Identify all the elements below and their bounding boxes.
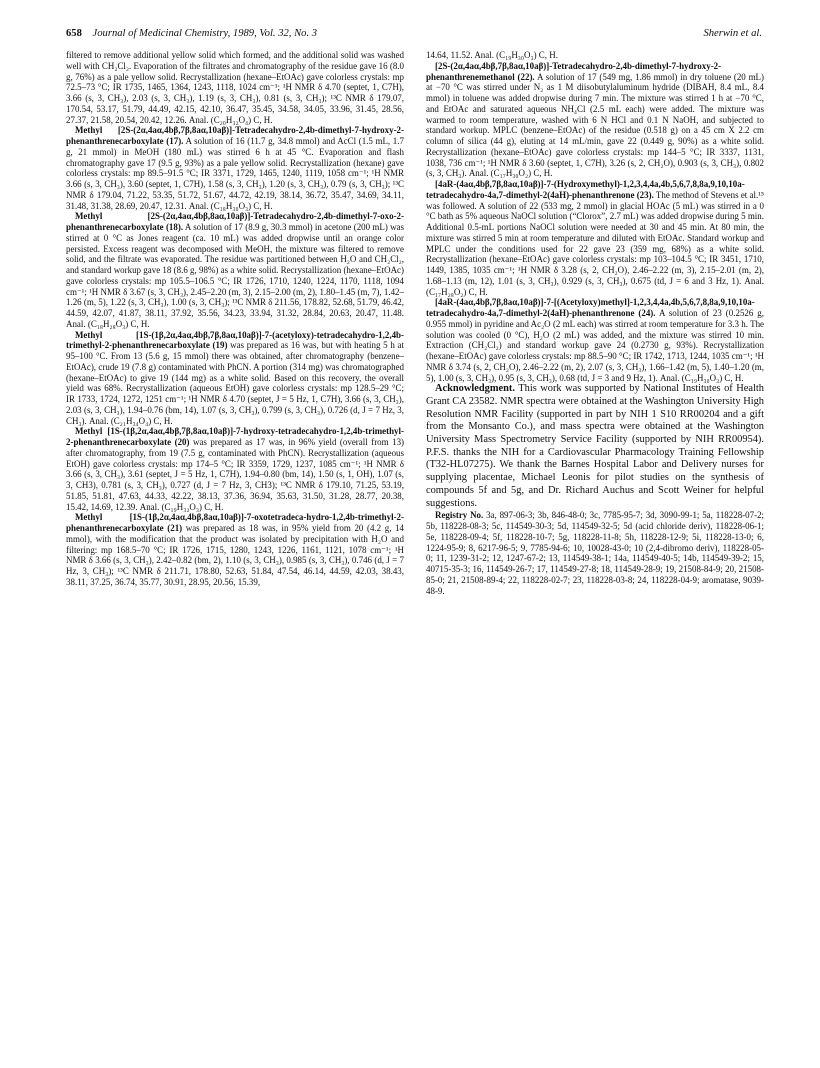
- paragraph-text: filtered to remove additional yellow solid which formed, and the additional solid was washed well with CH₂Cl₂. Evaporation of the filtrates and chromatography of the residue gave 16 (8.0 g, 76%) as a pale yellow solid. Recrystallization (hexane–EtOAc) gave colorless crystals: mp 72.5–73 °C; IR 1735, 1465, 1364, 1243, 1118, 1024 cm⁻¹; ¹H NMR δ 4.70 (septet, 1, C7H), 3.66 (s, 3, CH₃), 2.03 (s, 3, CH₃), 1.19 (s, 3, CH₃), 0.81 (s, 3, CH₃); ¹³C NMR δ 179.07, 170.54, 53.17, 51.79, 44.49, 42.15, 42.10, 36.47, 35.45, 34.58, 34.05, 33.96, 31.45, 28.56, 27.37, 21.58, 20.54, 20.42, 12.26. Anal. (C₂₀H₃₂O₄) C, H.: [66, 50, 404, 125]
- compound-text: was prepared as 17 was, in 96% yield (overall from 13) after chromatography, from 19 (7.5 g, contaminated with PhCN). Recrystallization (aqueous EtOH) gave colorless crystals: mp 174–5 °C; IR 3359, 1729, 1237, 1085 cm⁻¹; ¹H NMR δ 3.66 (s, 3, CH₃), 3.61 (septet, J = 5 Hz, 1, C7H), 1.94–0.80 (bm, 14), 1.50 (s, 1, OH), 1.07 (s, 3, CH3), 0.781 (s, 3, CH₃), 0.727 (d, J = 7 Hz, 3, CH3); ¹³C NMR δ 179.10, 71.25, 53.19, 51.85, 51.81, 47.63, 44.33, 42.22, 38.13, 37.36, 36.94, 35.63, 31.50, 31.28, 28.77, 20.38, 15.42, 14.69, 12.39. Anal. (C₁₉H₃₂O₃) C, H.: [66, 437, 405, 512]
- compound-heading: Methyl [1S-(1β,2α,4aα,4bβ,8aα,10aβ)]-7-oxotetradeca-hydro-1,2,4b-trimethyl-2-phenanthrenecarboxylate (21): [66, 512, 404, 533]
- registry-heading: Registry No.: [435, 510, 484, 521]
- compound-18-entry: [66, 211, 404, 329]
- compound-heading: Methyl [2S-(2α,4aα,4bβ,8aα,10aβ)]-Tetradecahydro-2,4b-dimethyl-7-oxo-2-phenanthrenecarboxylate (18).: [66, 211, 404, 232]
- acknowledgment-section: [426, 383, 764, 510]
- running-authors: Sherwin et al.: [703, 28, 762, 39]
- compound-22-entry: [426, 61, 764, 179]
- compound-text: A solution of 23 (0.2526 g, 0.955 mmol) in pyridine and Ac₂O (2 mL each) was stirred at room temperature for 3.3 h. The solution was cooled (0 °C), H₂O (2 mL) was added, and the mixture was stirred 10 min. Extraction (CH₂Cl₂) and standard workup gave 24 (0.2730 g, 93%). Recrystallization (hexane–EtOAc) gave colorless crystals: mp 88.5–90 °C; IR 1742, 1713, 1244, 1035 cm⁻¹; ¹H NMR δ 3.74 (s, 2, CH₂O), 2.46–2.22 (m, 2), 2.07 (s, 3, CH₃), 1.66–1.42 (m, 5), 1.40–1.20 (m, 5), 1.00 (s, 3, CH₃), 0.95 (s, 3, CH₃), 0.68 (td, J = 3 and 9 Hz, 1). Anal. (C₁₉H₃₀O₃) C, H.: [426, 308, 764, 383]
- compound-21-entry: [66, 512, 404, 587]
- compound-text: was prepared as 18 was, in 95% yield from 20 (4.2 g, 14 mmol), with the modification that the product was isolated by precipitation with H₂O and filtering: mp 168.5–70 °C; IR 1726, 1715, 1280, 1243, 1226, 1161, 1121, 1078 cm⁻¹; ¹H NMR δ 3.66 (s, 3, CH₃), 2.42–0.82 (bm, 2), 1.10 (s, 3, CH₃), 0.985 (s, 3, CH₃), 0.746 (d, J = 7 Hz, 3, CH₃); ¹³C NMR δ 211.71, 178.80, 52.63, 51.84, 47.54, 46.14, 44.59, 42.03, 38.43, 38.11, 37.25, 36.74, 35.77, 30.91, 28.95, 20.56, 15.39,: [66, 523, 405, 587]
- compound-23-entry: [426, 179, 764, 297]
- continued-paragraph: [426, 50, 764, 61]
- compound-text: A solution of 17 (8.9 g, 30.3 mmol) in acetone (200 mL) was stirred at 0 °C as Jones reagent (ca. 10 mL) was added dropwise until an orange color persisted. Excess reagent was decomposed with MeOH, the mixture was filtered to remove solid, and the filtrate was evaporated. The residue was partitioned between H₂O and CH₂Cl₂, and standard workup gave 18 (8.6 g, 98%) as a white solid. Recrystallization (hexane–EtOAc) gave colorless crystals: mp 105.5–106.5 °C; IR 1726, 1710, 1240, 1224, 1170, 1118, 1094 cm⁻¹; ¹H NMR δ 3.67 (s, 3, CH₃), 2.45–2.20 (m, 3), 2.15–2.00 (m, 2), 1.80–1.45 (m, 7), 1.42–1.26 (m, 5), 1.22 (s, 3, CH₃), 1.00 (s, 3, CH₃); ¹³C NMR δ 211.56, 178.82, 52.68, 51.79, 46.42, 44.59, 42.07, 41.87, 38.11, 37.92, 35.56, 34.23, 33.94, 31.32, 28.84, 20.63, 20.47, 11.48. Anal. (C₁₈H₂₈O₃) C, H.: [66, 222, 404, 329]
- compound-heading: [2S-(2α,4aα,4bβ,7β,8aα,10aβ)]-Tetradecahydro-2,4b-dimethyl-7-hydroxy-2-phenanthrenemethanol (22).: [426, 60, 722, 82]
- compound-text: The method of Stevens et al.¹⁵ was followed. A solution of 22 (533 mg, 2 mmol) in glacial HOAc (5 mL) was stirred in a 0 °C bath as 5% aqueous NaOCl solution (“Clorox”, 2.7 mL) was added dropwise during 5 min. Additional 0.5-mL portions NaOCl solution were needed at 30 and 45 min. At 80 min, the mixture was stirred 5 min at room temperature and diluted with EtOAc. Standard workup and MPLC under the conditions used for 22 gave 23 (359 mg, 68%) as a white solid. Recrystallization (hexane–EtOAc) gave colorless crystals: mp 103–104.5 °C; IR 3451, 1710, 1449, 1385, 1035 cm⁻¹; ¹H NMR δ 3.28 (s, 2, CH₂O), 2.46–2.22 (m, 3), 2.15–2.01 (m, 2), 1.68–1.13 (m, 12), 1.01 (s, 3, CH₃), 0.929 (s, 3, CH₃), 0.675 (td, J = 6 and 3 Hz, 1). Anal. (C₁₇H₂₈O₂) C, H.: [426, 189, 764, 297]
- compound-19-entry: [66, 330, 404, 427]
- page-header: [66, 26, 762, 42]
- compound-heading: Methyl [1S-(1β,2α,4aα,4bβ,7β,8aα,10aβ)]-7-hydroxy-tetradecahydro-1,2,4b-trimethyl-2-phenanthrenecarboxylate (20): [66, 426, 404, 447]
- journal-citation: Journal of Medicinal Chemistry, 1989, Vol. 32, No. 3: [92, 28, 318, 39]
- compound-heading: Methyl [2S-(2α,4aα,4bβ,7β,8aα,10aβ)]-Tetradecahydro-2,4b-dimethyl-7-hydroxy-2-phenanthrenecarboxylate (17).: [66, 125, 404, 146]
- continued-paragraph: [66, 50, 404, 125]
- page-number: 658: [66, 28, 82, 39]
- left-column: [66, 50, 404, 588]
- compound-20-entry: [66, 426, 404, 512]
- right-column: [426, 50, 764, 596]
- registry-section: [426, 510, 764, 596]
- compound-heading: [4aR-(4aα,4bβ,7β,8aα,10aβ)]-7-[(Acetyloxy)methyl]-1,2,3,4,4a,4b,5,6,7,8,8a,9,10,10a-tetradecahydro-4a,7-dimethyl-2(4aH)-phenanthrenone (24).: [426, 297, 755, 318]
- compound-text: was prepared as 16 was, but with heating 5 h at 95–100 °C. From 13 (5.6 g, 15 mmol) there was obtained, after chromatography (benzene–EtOAc), crude 19 (7.8 g) contaminated with PhCN. A portion (314 mg) was chromatographed (hexane–EtOAc) to give 19 (144 mg) as a white solid. Based on this recovery, the overall yield was 68%. Recrystallization (aqueous EtOH) gave colorless crystals: mp 128.5–29 °C; IR 1733, 1724, 1272, 1251 cm⁻¹; ¹H NMR δ 4.70 (septet, J = 5 Hz, 1, C7H), 3.66 (s, 3, CH₃), 2.03 (s, 3, CH₃), 1.94–0.76 (bm, 14), 1.07 (s, 3, CH₃), 0.799 (s, 3, CH₃), 0.726 (d, J = 7 Hz, 3, CH₃). Anal. (C₂₁H₃₄O₄) C, H.: [66, 340, 404, 426]
- compound-text: A solution of 16 (11.7 g, 34.8 mmol) and AcCl (1.5 mL, 1.7 g, 21 mmol) in MeOH (180 mL) was stirred 6 h at 45 °C. Evaporation and flash chromatography gave 17 (9.5 g, 93%) as a pale yellow solid. Recrystallization (hexane) gave colorless crystals: mp 89.5–91.5 °C; IR 3371, 1729, 1465, 1240, 1119, 1058 cm⁻¹; ¹H NMR 3.66 (s, 3, CH₃), 3.60 (septet, 1, C7H), 1.58 (s, 3, CH₃), 1.20 (s, 3, CH₃), 0.79 (s, 3, CH₃); ¹³C NMR δ 179.04, 71.22, 53.35, 51.72, 51.67, 44.72, 42.19, 38.14, 36.72, 35.47, 34.69, 34.11, 31.48, 31.38, 28.69, 20.47, 12.31. Anal. (C₁₈H₃₀O₃) C, H.: [66, 136, 404, 211]
- compound-24-entry: [426, 297, 764, 383]
- compound-17-entry: [66, 125, 404, 211]
- compound-heading: Methyl [1S-(1β,2α,4aα,4bβ,7β,8aα,10aβ)]-7-(acetyloxy)-tetradecahydro-1,2,4b-trimethyl-2-phenanthrenecarboxylate (19): [66, 329, 404, 351]
- compound-heading: [4aR-(4aα,4bβ,7β,8aα,10aβ)]-7-(Hydroxymethyl)-1,2,3,4,4a,4b,5,6,7,8,8a,9,10,10a-tetradecahydro-4a,7-dimethyl-2(4aH)-phenanthrenone (23).: [426, 179, 745, 200]
- paragraph-text: 14.64, 11.52. Anal. (C₁₉H₃₀O₃) C, H.: [426, 50, 558, 60]
- acknowledgment-text: This work was supported by National Institutes of Health Grant CA 23582. NMR spectra were obtained at the Washington University High Resolution NMR Facility (supported in part by NIH 1 S10 RR00204 and a gift from the Monsanto Co.), and mass spectra were obtained at the Washington University Mass Spectrometry Service Facility (supported by NIH RR00954). P.F.S. thanks the NIH for a Cardiovascular Pharmacology Training Fellowship (T32-HL07275). We thank the Barnes Hospital Labor and Delivery nurses for supplying placentae, Michael Leonis for pilot studies on the synthesis of compounds 5f and 5g, and Dr. Richard Auchus and Scott Weiner for helpful suggestions.: [426, 383, 764, 509]
- acknowledgment-heading: Acknowledgment.: [435, 383, 515, 395]
- compound-text: A solution of 17 (549 mg, 1.86 mmol) in dry toluene (20 mL) at −70 °C was stirred under N₂ as 1 M diisobutylaluminum hydride (DIBAH, 8.4 mL, 8.4 mmol) in toluene was added dropwise during 7 min. The mixture was stirred 1 h at −70 °C, and EtOAc and saturated aqueous NH₄Cl (2.5 mL each) were added. The mixture was warmed to room temperature, washed with 6 N HCl and 0.1 N NaOH, and subjected to standard workup. MPLC (benzene–EtOAc) of the residue (0.518 g) on a 45 cm X 2.2 cm column of silica (44 g), eluting at 14 mL/min, gave 22 (0.449 g, 90%) as a white solid. Recrystallization (hexane–EtOAc) gave colorless crystals: mp 144–5 °C; IR 3337, 1131, 1038, 736 cm⁻¹; ¹H NMR δ 3.60 (septet, 1, C7H), 3.26 (s, 2, CH₂O), 0.903 (s, 3, CH₃), 0.802 (s, 3, CH₃). Anal. (C₁₇H₃₀O₂) C, H.: [426, 71, 764, 179]
- registry-text: 3a, 897-06-3; 3b, 846-48-0; 3c, 7785-95-7; 3d, 3090-99-1; 5a, 118228-07-2; 5b, 118228-08-3; 5c, 114549-30-3; 5d, 114549-32-5; 5d (acid chloride deriv), 118228-06-1; 5e, 118228-09-4; 5f, 118228-10-7; 5g, 118228-11-8; 5h, 118228-12-9; 5i, 118228-13-0; 6, 1224-95-9; 8, 6217-96-5; 9, 7785-94-6; 10, 10028-43-0; 10 (2,4-dibromo deriv), 118228-05-0; 11, 1239-31-2; 12, 1247-67-2; 13, 114549-38-1; 14a, 114549-40-5; 14b, 114549-39-2; 15, 40715-35-3; 16, 114549-26-7; 17, 114549-27-8; 18, 114549-28-9; 19, 21508-84-9; 20, 21508-85-0; 21, 21508-89-4; 22, 118228-02-7; 23, 118228-03-8; 24, 118228-04-9; aromatase, 9039-48-9.: [426, 510, 765, 596]
